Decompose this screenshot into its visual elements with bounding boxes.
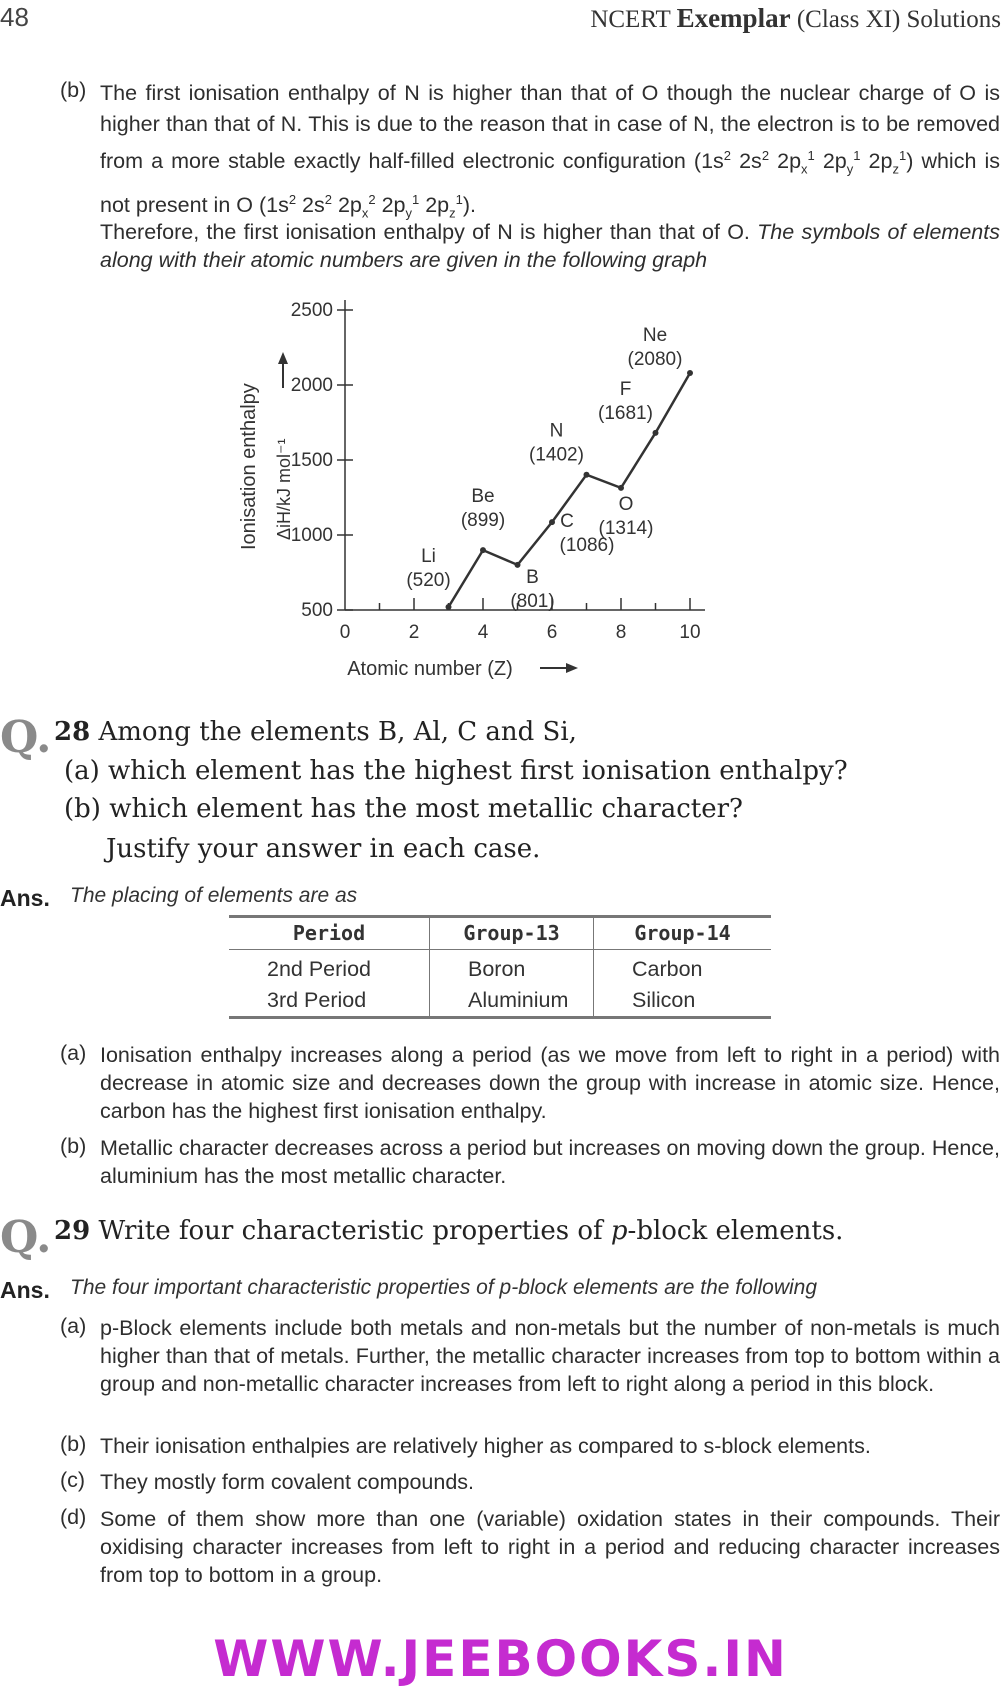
q29-item-a: p-Block elements include both metals and non-metals but the number of non-metals is much higher than that of metals. Further, the metallic character increases from top to bottom within a group and non-metallic character increases from left to right along a period in this block. bbox=[100, 1316, 1000, 1396]
y-tick-label: 500 bbox=[301, 600, 333, 621]
x-tick-label: 6 bbox=[546, 622, 558, 643]
q28-part-a: (a) which element has the highest first ionisation enthalpy? bbox=[64, 756, 848, 786]
q28-stem-text: Among the elements B, Al, C and Si, bbox=[98, 717, 577, 747]
point-symbol-be: Be bbox=[471, 486, 495, 508]
x-axis-arrow-icon bbox=[540, 663, 578, 673]
q29-stem-p: p bbox=[610, 1216, 628, 1246]
table-cell: 3rd Period bbox=[229, 985, 430, 1018]
q28-ans-b: Metallic character decreases across a period but increases on moving down the group. Hence, aluminium has the most metallic character. bbox=[100, 1136, 1000, 1188]
part-b-label: (b) bbox=[60, 78, 87, 102]
point-value-c: (1086) bbox=[559, 535, 615, 557]
q28-ans-a: Ionisation enthalpy increases along a period (as we move from left to right in a period) with decrease in atomic size and decreases down the group with increase in atomic size. Hence, carbon has the highest first ionisation enthalpy. bbox=[100, 1043, 1000, 1123]
y-tick-label: 2000 bbox=[290, 375, 333, 396]
data-point-n bbox=[584, 472, 590, 478]
x-tick-label: 4 bbox=[477, 622, 489, 643]
q29-item-c-label: (c) bbox=[60, 1468, 86, 1492]
page-number: 48 bbox=[0, 2, 29, 32]
q29-item-a-label: (a) bbox=[60, 1314, 87, 1338]
part-b-text-2: which is not present in O bbox=[100, 149, 1000, 218]
point-symbol-o: O bbox=[618, 493, 634, 515]
running-head-suffix: (Class XI) Solutions bbox=[796, 6, 1001, 33]
part-b-text-3: Therefore, the first ionisation enthalpy of N is higher than that of O. bbox=[100, 220, 750, 244]
placing-table bbox=[229, 915, 771, 1019]
q29-stem-text-1: Write four characteristic properties of bbox=[98, 1216, 603, 1246]
q28-ans-a-label: (a) bbox=[60, 1041, 87, 1065]
table-header: Group-13 bbox=[430, 917, 594, 950]
q28-ans-intro: The placing of elements are as bbox=[70, 884, 358, 907]
point-symbol-c: C bbox=[560, 511, 574, 533]
point-value-b: (801) bbox=[510, 590, 555, 612]
point-value-li: (520) bbox=[406, 570, 451, 591]
y-tick-label: 2500 bbox=[290, 300, 333, 321]
table-header-row bbox=[229, 917, 771, 950]
q28-ans-label: Ans. bbox=[0, 885, 50, 911]
chart-axes bbox=[345, 300, 705, 610]
y-axis-arrow-icon bbox=[278, 352, 288, 388]
footer-watermark[interactable]: WWW.JEEBOOKS.IN bbox=[213, 1630, 788, 1688]
x-tick-label: 0 bbox=[339, 622, 351, 643]
q29-item-b-label: (b) bbox=[60, 1432, 87, 1456]
ionisation-enthalpy-chart bbox=[220, 280, 780, 680]
x-tick-label: 8 bbox=[615, 622, 627, 643]
table-cell: Boron bbox=[430, 950, 594, 986]
q29-stem bbox=[54, 1216, 843, 1246]
q29-number: 29 bbox=[54, 1216, 91, 1246]
q28-part-b: (b) which element has the most metallic character? bbox=[64, 794, 743, 824]
table-cell: Aluminium bbox=[430, 985, 594, 1018]
point-value-be: (899) bbox=[460, 510, 506, 532]
data-point-be bbox=[480, 547, 486, 553]
q29-item-d-label: (d) bbox=[60, 1505, 87, 1529]
point-symbol-n: N bbox=[549, 420, 564, 442]
part-b-text-1: The first ionisation enthalpy of N is higher than that of O though the nuclear charge of O is higher than that of N. This is due to the reason that in case of N, the electron is to be removed from a more stable exactly half-filled electronic configuration bbox=[100, 81, 1000, 174]
q29-item-c: They mostly form covalent compounds. bbox=[100, 1470, 475, 1494]
q29-ans-intro: The four important characteristic properties of p-block elements are the following bbox=[70, 1276, 818, 1299]
y-tick-label: 1000 bbox=[290, 525, 333, 546]
q29-item-b: Their ionisation enthalpies are relatively higher as compared to s-block elements. bbox=[100, 1434, 871, 1458]
point-value-n: (1402) bbox=[529, 444, 584, 466]
q29-mark: Q. bbox=[0, 1212, 52, 1263]
q29-item-d: Some of them show more than one (variable) oxidation states in their compounds. Their oxidising character increases from left to right in a period and reducing character increases from top to bottom in a group. bbox=[100, 1507, 1000, 1587]
x-tick-label: 10 bbox=[679, 622, 701, 643]
table-row bbox=[229, 950, 771, 986]
part-b-paragraph: The first ionisation enthalpy of N is higher than that of O though the nuclear charge of O is higher than that of N. This is due to the reason that in case of N, the electron is to be removed from a more stable exactly half-filled electronic configuration ($1s^2$ $2s^2$ $2p_x^1$ $2p_y^1$ $2p_z^1$) which is not present in O ($1s^2$ $2s^2$ $2p_x^2$ $2p_y^1$ $2p_z^1$). bbox=[100, 81, 1000, 221]
running-head bbox=[590, 3, 1001, 34]
q28-ans-b-label: (b) bbox=[60, 1134, 87, 1158]
q28-number: 28 bbox=[54, 717, 91, 747]
part-b-text-4: The symbols of elements along with their atomic numbers are given in the following graph bbox=[100, 220, 1000, 272]
q28-justify: Justify your answer in each case. bbox=[106, 834, 541, 864]
data-point-o bbox=[618, 485, 624, 491]
y-tick-label: 1500 bbox=[290, 450, 333, 471]
q29-stem-text-2: -block elements. bbox=[627, 1216, 844, 1246]
table-row bbox=[229, 985, 771, 1018]
y-axis-units: ΔiH/kJ mol⁻¹ bbox=[274, 438, 294, 540]
table-cell: 2nd Period bbox=[267, 957, 371, 981]
point-value-ne: (2080) bbox=[627, 349, 683, 370]
x-tick-label: 2 bbox=[408, 622, 420, 643]
data-point-li bbox=[446, 604, 452, 610]
running-head-prefix: NCERT bbox=[590, 6, 671, 33]
point-value-f: (1681) bbox=[598, 402, 653, 424]
point-symbol-f: F bbox=[619, 378, 632, 400]
table-header: Period bbox=[229, 917, 430, 950]
point-symbol-li: Li bbox=[421, 546, 436, 567]
y-axis-title bbox=[238, 352, 294, 550]
q29-ans-label: Ans. bbox=[0, 1277, 50, 1303]
x-axis-label: Atomic number (Z) bbox=[347, 658, 513, 680]
data-point-f bbox=[653, 430, 659, 436]
q28-mark: Q. bbox=[0, 712, 52, 763]
data-point-b bbox=[515, 562, 521, 568]
point-symbol-ne: Ne bbox=[642, 325, 668, 346]
x-axis-title bbox=[347, 658, 578, 680]
running-head-bold: Exemplar bbox=[676, 3, 791, 33]
table-header: Group-14 bbox=[594, 917, 772, 950]
point-value-o: (1314) bbox=[598, 517, 654, 539]
data-point-ne bbox=[687, 370, 693, 376]
chart-point-labels bbox=[406, 325, 682, 612]
y-axis-label: Ionisation enthalpy bbox=[238, 383, 260, 550]
table-cell: Silicon bbox=[594, 985, 772, 1018]
part-b-conclusion bbox=[100, 218, 1000, 274]
data-point-c bbox=[549, 519, 555, 525]
table-cell: Carbon bbox=[594, 950, 772, 986]
point-symbol-b: B bbox=[526, 566, 539, 588]
q28-stem bbox=[54, 717, 577, 747]
